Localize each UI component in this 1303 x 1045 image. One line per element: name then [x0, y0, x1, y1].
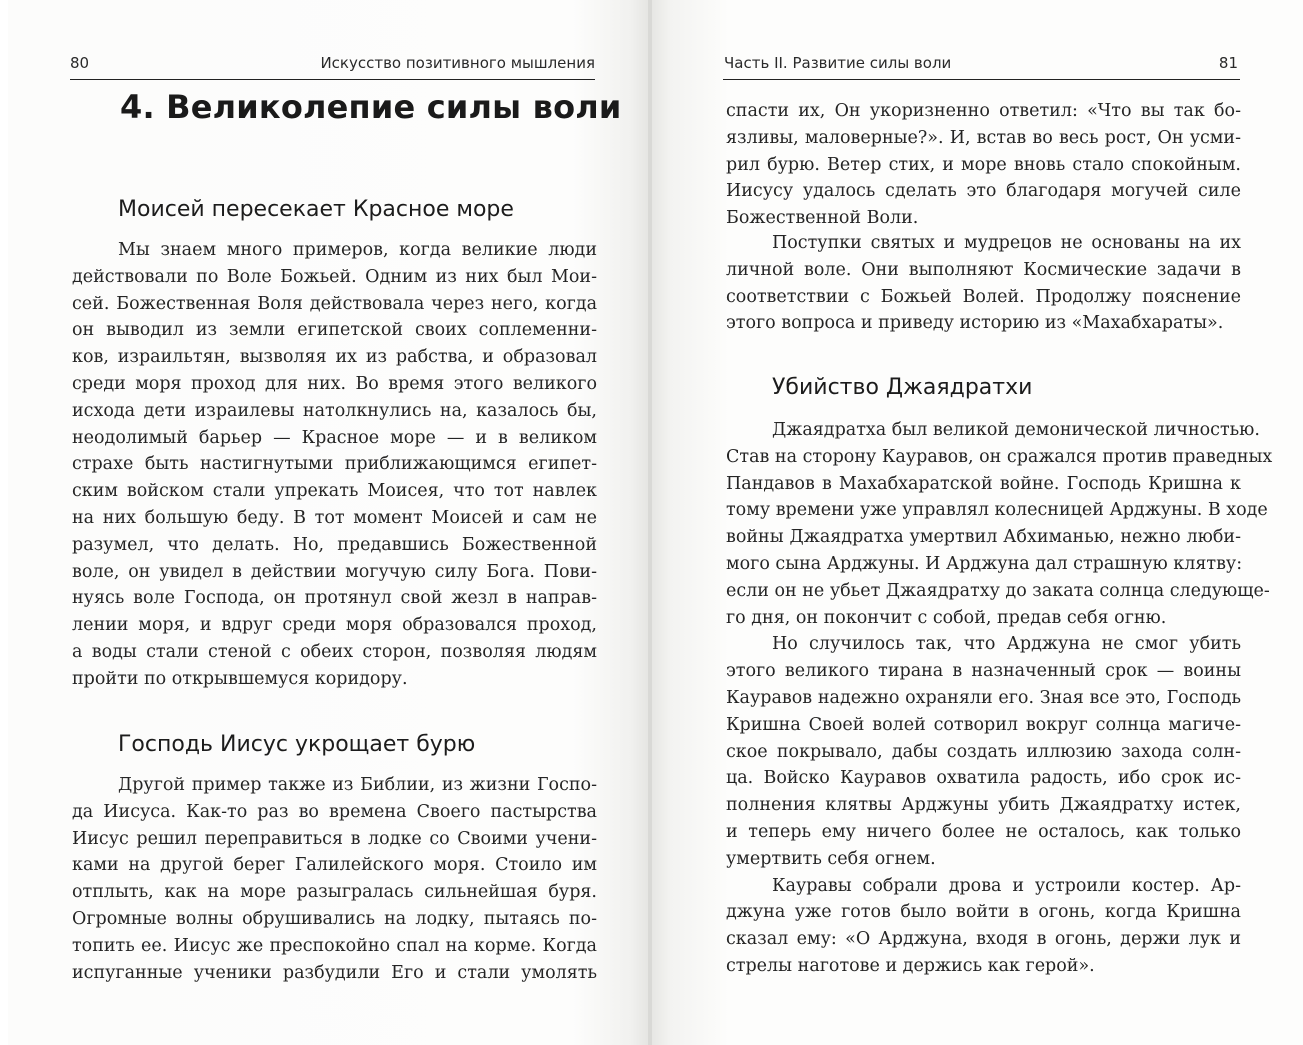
text-line: полнения клятвы Арджуны убить Джаядратху истек,: [726, 795, 1241, 816]
text-line: ским войском стали упрекать Моисея, что тот навлек: [72, 481, 597, 502]
section-jayadratha-text: [726, 417, 1273, 980]
text-line: ское покрывало, дабы создать иллюзию захода солн-: [726, 741, 1241, 762]
text-line: воле, он увидел в действии могучую силу Бога. Пови-: [72, 561, 597, 582]
text-line: неодолимый барьер — Красное море — и в великом: [72, 427, 597, 448]
text-line: пройти по открывшемуся коридору.: [72, 668, 408, 689]
text-line: сказал ему: «О Арджуна, входя в огонь, держи лук и: [726, 929, 1241, 950]
text-line: язливы, маловерные?». И, встав во весь рост, Он усми-: [726, 127, 1241, 148]
text-line: этого вопроса и приведу историю из «Махабхараты».: [726, 313, 1224, 334]
text-line: соответствии с Божьей Волей. Продолжу пояснение: [726, 286, 1241, 307]
text-line: исхода дети израилевы натолкнулись на, казалось бы,: [72, 400, 597, 421]
text-line: тому времени уже управлял колесницей Арджуны. В ходе: [726, 500, 1268, 521]
text-line: рил бурю. Ветер стих, и море вновь стало спокойным.: [726, 154, 1241, 175]
right-page-number: 81: [1218, 54, 1238, 72]
text-line: этого великого тирана в назначенный срок — воины: [726, 661, 1241, 682]
text-line: Огромные волны обрушивались на лодку, пытаясь по-: [72, 908, 597, 929]
text-line: среди моря проход для них. Во время этого великого: [72, 373, 597, 394]
text-line: Другой пример также из Библии, из жизни Госпо-: [118, 775, 597, 795]
chapter-title: 4. Великолепие силы воли: [120, 88, 622, 126]
jesus-continuation-text: [726, 98, 1241, 232]
section-title-jesus: Господь Иисус укрощает бурю: [118, 732, 476, 757]
text-line: спасти их, Он укоризненно ответил: «Что вы так бо-: [726, 101, 1241, 121]
text-line: лении моря, и вдруг среди моря образовался проход,: [72, 615, 597, 636]
text-line: джуна уже готов было войти в огонь, когда Кришна: [726, 902, 1241, 923]
left-running-title: Искусство позитивного мышления: [320, 54, 595, 72]
text-line: го дня, он покончит с собой, предав себя огню.: [726, 607, 1167, 628]
text-line: нуясь воле Господа, он протянул свой жезл в направ-: [72, 588, 597, 609]
text-line: если он не убьет Джаядратху до заката солнца следующе-: [726, 580, 1270, 601]
text-line: да Иисуса. Как-то раз во времена Своего пастырства: [72, 801, 597, 822]
text-line: Но случилось так, что Арджуна не смог убить: [772, 634, 1241, 655]
text-line: Иисус решил переправиться в лодке со Своими учени-: [72, 828, 597, 849]
text-line: Джаядратха был великой демонической личностью.: [772, 420, 1260, 440]
section-title-jayadratha: Убийство Джаядратхи: [772, 375, 1033, 400]
text-line: умертвить себя огнем.: [726, 848, 936, 869]
text-line: Иисусу удалось сделать это благодаря могучей силе: [726, 181, 1241, 202]
right-running-head: [723, 50, 1240, 80]
text-line: мого сына Арджуны. И Арджуна дал страшную клятву:: [726, 553, 1243, 574]
left-page-number: 80: [70, 54, 90, 72]
text-line: а воды стали стеной с обеих сторон, позволяя людям: [72, 641, 597, 662]
text-line: отплыть, как на море разыгралась сильнейшая буря.: [72, 882, 597, 903]
text-line: Поступки святых и мудрецов не основаны на их: [772, 233, 1241, 253]
text-line: страхе быть настигнутыми приближающимся египет-: [72, 454, 597, 475]
text-line: войны Джаядратха умертвил Абхиманью, нежно люби-: [726, 527, 1241, 548]
text-line: Пандавов в Махабхаратской войне. Господь Кришна к: [726, 473, 1241, 494]
text-line: Став на сторону Кауравов, он сражался против праведных: [726, 446, 1273, 467]
right-running-title: Часть II. Развитие силы воли: [724, 54, 952, 72]
text-line: разумел, что делать. Но, предавшись Божественной: [72, 534, 597, 555]
saints-paragraph: [726, 230, 1241, 337]
text-line: Божественной Воли.: [726, 208, 919, 229]
text-line: и теперь ему ничего более не осталось, как только: [726, 821, 1241, 842]
section-moses-text: [72, 237, 597, 693]
section-jesus-text: [72, 772, 597, 986]
text-line: ками на другой берег Галилейского моря. Стоило им: [72, 855, 597, 876]
text-line: испуганные ученики разбудили Его и стали умолять: [72, 962, 597, 983]
text-line: ца. Войско Кауравов охватила радость, ибо срок ис-: [726, 768, 1241, 789]
text-line: ков, израильтян, вызволяя их из рабства, и образовал: [72, 347, 597, 368]
left-running-head: [70, 50, 595, 80]
text-line: сей. Божественная Воля действовала через него, когда: [72, 293, 597, 314]
text-line: на них большую беду. В тот момент Моисей и сам не: [72, 507, 597, 528]
text-line: стрелы наготове и держись как герой».: [726, 955, 1095, 976]
section-title-moses: Моисей пересекает Красное море: [118, 197, 514, 222]
text-line: действовали по Воле Божьей. Одним из них был Мои-: [72, 266, 597, 287]
text-line: Кауравов надежно охраняли его. Зная все это, Господь: [726, 687, 1241, 708]
text-line: личной воле. Они выполняют Космические задачи в: [726, 259, 1241, 280]
text-line: Мы знаем много примеров, когда великие люди: [118, 240, 597, 260]
book-gutter: [648, 0, 652, 1045]
text-line: Кауравы собрали дрова и устроили костер. Ар-: [772, 875, 1241, 896]
text-line: он выводил из земли египетской своих соплеменни-: [72, 320, 597, 341]
text-line: Кришна Своей волей сотворил вокруг солнца магиче-: [726, 714, 1241, 735]
text-line: топить ее. Иисус же преспокойно спал на корме. Когда: [72, 935, 597, 956]
